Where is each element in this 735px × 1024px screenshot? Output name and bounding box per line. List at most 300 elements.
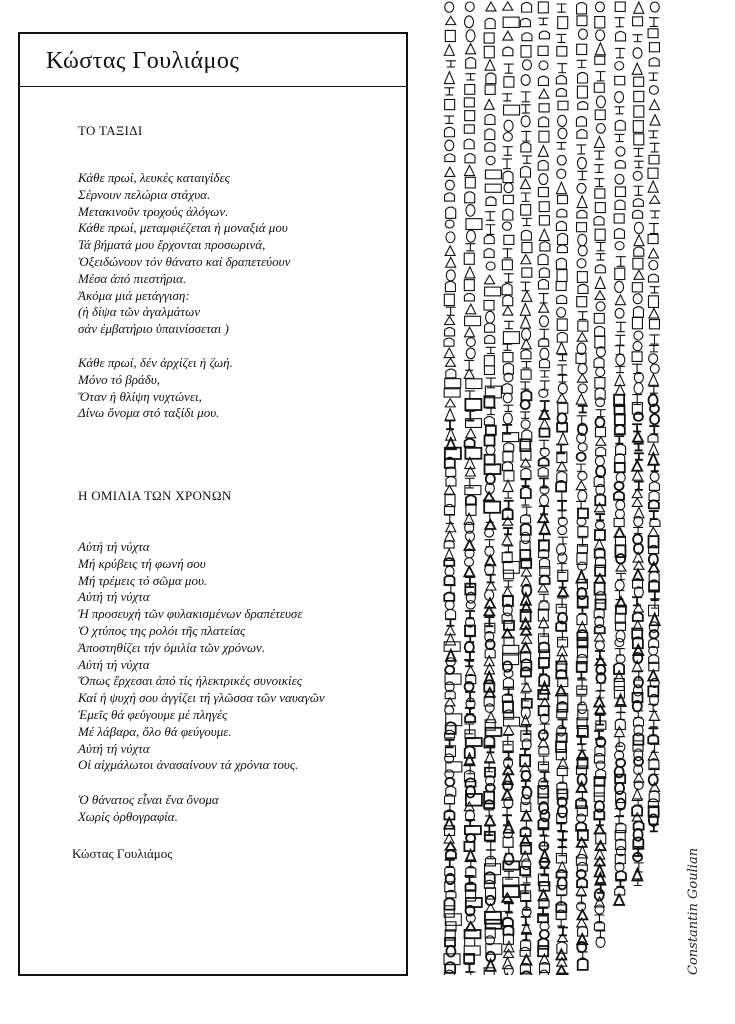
- glyph-shape: [576, 501, 586, 508]
- glyph-shape: [522, 787, 531, 799]
- glyph-shape: [465, 577, 475, 587]
- poem-line: Μετακινοῦν τροχούς ἀλόγων.: [78, 203, 229, 219]
- glyph-shape: [465, 244, 475, 251]
- glyph-shape: [650, 2, 659, 12]
- glyph-shape: [577, 588, 586, 599]
- glyph-shape: [539, 104, 549, 112]
- glyph-shape: [557, 245, 567, 253]
- glyph-shape: [465, 399, 481, 410]
- glyph-shape: [466, 58, 476, 69]
- glyph-shape: [502, 284, 512, 295]
- glyph-shape: [486, 197, 496, 206]
- glyph-shape: [578, 234, 587, 246]
- glyph-shape: [522, 268, 532, 277]
- glyph-shape: [578, 73, 588, 84]
- glyph-shape: [465, 267, 475, 278]
- glyph-shape: [578, 321, 588, 331]
- glyph-shape: [595, 43, 605, 55]
- glyph-shape: [539, 540, 549, 550]
- glyph-shape: [485, 704, 494, 713]
- glyph-shape: [521, 75, 530, 86]
- glyph-shape: [522, 699, 532, 708]
- glyph-shape: [556, 750, 566, 760]
- glyph-shape: [557, 4, 567, 12]
- glyph-shape: [616, 147, 625, 156]
- glyph-shape: [445, 246, 455, 255]
- glyph-shape: [504, 725, 514, 734]
- glyph-shape: [540, 495, 549, 506]
- glyph-shape: [649, 58, 659, 66]
- glyph-shape: [556, 89, 566, 97]
- glyph-shape: [486, 347, 496, 353]
- glyph-shape: [538, 467, 548, 476]
- glyph-shape: [484, 826, 494, 835]
- glyph-shape: [556, 742, 566, 752]
- glyph-shape: [485, 212, 495, 221]
- glyph-shape: [649, 491, 659, 500]
- glyph-shape: [521, 667, 531, 676]
- glyph-shape: [484, 617, 494, 626]
- glyph-shape: [520, 18, 530, 26]
- glyph-shape: [594, 825, 604, 834]
- glyph-shape: [485, 323, 495, 332]
- glyph-shape: [444, 898, 454, 909]
- glyph-shape: [465, 708, 475, 714]
- glyph-shape: [577, 183, 586, 193]
- glyph-shape: [503, 492, 513, 498]
- glyph-shapes: [444, 2, 660, 975]
- glyph-shape: [504, 77, 514, 87]
- glyph-shape: [485, 455, 495, 465]
- author-signoff: Κώστας Γουλιάμος: [72, 846, 173, 861]
- glyph-shape: [614, 214, 624, 223]
- glyph-shape: [614, 817, 624, 824]
- glyph-shape: [484, 502, 500, 513]
- glyph-shape: [595, 378, 605, 389]
- glyph-shape: [445, 706, 454, 714]
- glyph-shape: [503, 405, 513, 411]
- glyph-shape: [445, 399, 455, 407]
- poem-line: Μή τρέμεις τό σῶμα μου.: [78, 572, 208, 588]
- glyph-shape: [616, 32, 626, 41]
- glyph-shape: [539, 594, 549, 601]
- glyph-shape: [503, 393, 512, 403]
- glyph-shape: [485, 225, 495, 235]
- glyph-shape: [465, 478, 475, 488]
- poem-line: Αὐτή τή νύχτα: [78, 740, 150, 756]
- glyph-shape: [540, 419, 550, 429]
- glyph-shape: [504, 546, 514, 552]
- glyph-shape: [521, 971, 531, 975]
- glyph-shape: [504, 669, 513, 677]
- glyph-shape: [616, 799, 625, 810]
- glyph-shape: [595, 17, 605, 28]
- poem-line: Καί ἡ ψυχή σου ἀγγίζει τή γλῶσσα τῶν ναυαγῶν: [78, 690, 325, 706]
- poem-line: Τά βήματά μου ἔρχονται προσωρινά,: [78, 237, 266, 253]
- glyph-shape: [615, 76, 625, 84]
- glyph-shape: [616, 573, 626, 579]
- poem-line: Ἐμεῖς θά φεύγουμε μέ πληγές: [78, 706, 228, 722]
- glyph-shape: [540, 242, 550, 251]
- poem-line: Σέρνουν πελώρια στάχυα.: [78, 186, 211, 202]
- glyph-shape: [445, 421, 455, 430]
- glyph-shape: [465, 486, 481, 495]
- glyph-shape: [558, 537, 568, 544]
- glyph-shape: [615, 580, 624, 590]
- glyph-shape: [444, 593, 454, 601]
- glyph-shape: [484, 33, 494, 43]
- glyph-shape: [445, 531, 455, 541]
- glyph-shape: [577, 16, 587, 26]
- glyph-shape: [557, 492, 567, 501]
- glyph-shape: [539, 658, 549, 667]
- glyph-shape: [503, 133, 512, 142]
- glyph-shape: [557, 365, 567, 374]
- glyph-shape: [596, 302, 605, 311]
- glyph-shape: [650, 472, 659, 481]
- glyph-shape: [649, 155, 659, 164]
- glyph-shape: [540, 576, 550, 584]
- glyph-shape: [596, 72, 606, 81]
- glyph-shape: [502, 260, 512, 270]
- glyph-shape: [522, 156, 532, 163]
- glyph-shape: [595, 715, 605, 725]
- glyph-shape: [521, 781, 531, 787]
- glyph-shape: [577, 210, 587, 218]
- glyph-shape: [615, 385, 625, 395]
- glyph-shape: [634, 382, 643, 394]
- glyph-shape: [633, 17, 643, 26]
- glyph-shape: [485, 114, 495, 124]
- glyph-shape: [594, 165, 604, 173]
- glyph-shape: [539, 429, 549, 437]
- glyph-shape: [522, 877, 532, 883]
- glyph-shape: [445, 328, 455, 336]
- glyph-shape: [649, 354, 658, 364]
- glyph-shape: [522, 33, 532, 41]
- glyph-shape: [485, 464, 501, 474]
- glyph-shape: [485, 143, 495, 151]
- glyph-shape: [503, 195, 513, 203]
- glyph-shape: [577, 910, 587, 919]
- glyph-shape: [615, 295, 625, 305]
- glyph-shape: [466, 30, 475, 42]
- glyph-shape: [558, 233, 568, 244]
- glyph-shape: [538, 188, 548, 197]
- glyph-shape: [520, 677, 530, 684]
- glyph-shape: [503, 147, 513, 156]
- glyph-shape: [466, 379, 482, 389]
- glyph-shape: [539, 329, 549, 339]
- glyph-shape: [465, 826, 481, 834]
- glyph-shape: [539, 617, 549, 627]
- glyph-shape: [594, 151, 604, 159]
- glyph-shape: [577, 44, 587, 54]
- glyph-shape: [464, 98, 474, 107]
- glyph-shape: [502, 159, 512, 169]
- glyph-shape: [556, 342, 566, 353]
- glyph-shape: [557, 319, 567, 330]
- glyph-shape: [486, 445, 495, 455]
- glyph-shape: [576, 672, 586, 678]
- glyph-shape: [633, 733, 643, 744]
- glyph-shape: [504, 183, 513, 193]
- glyph-shape: [520, 179, 530, 189]
- glyph-shape: [595, 189, 605, 198]
- glyph-shape: [615, 308, 624, 318]
- glyph-shape: [615, 281, 624, 292]
- glyph-shape: [634, 235, 644, 246]
- glyph-shape: [539, 458, 549, 466]
- artist-signature: Constantin Goulian: [686, 847, 701, 975]
- glyph-shape: [577, 680, 587, 689]
- glyph-shape: [502, 807, 512, 814]
- glyph-shape: [558, 878, 567, 890]
- glyph-shape: [632, 461, 642, 471]
- glyph-shape: [648, 234, 658, 243]
- glyph-shape: [446, 257, 456, 267]
- glyph-shape: [502, 249, 512, 258]
- glyph-shape: [538, 146, 548, 157]
- glyph-shape: [484, 99, 494, 109]
- glyph-shape: [485, 275, 495, 284]
- glyph-shape: [594, 83, 604, 92]
- glyph-shape: [557, 209, 567, 217]
- glyph-shape: [504, 570, 514, 579]
- glyph-shape: [557, 766, 567, 775]
- glyph-shape: [486, 156, 495, 164]
- poem-line: Ἡ προσευχή τῶν φυλακισμένων δραπέτευσε: [78, 606, 303, 622]
- glyph-shape: [465, 938, 475, 946]
- glyph-shape: [466, 230, 475, 242]
- glyph-shape: [538, 160, 548, 170]
- glyph-shape: [538, 76, 548, 85]
- poem-line: Κάθε πρωί, δέν ἀρχίζει ἡ ζωή.: [78, 355, 233, 370]
- glyph-shape: [539, 778, 548, 789]
- glyph-shape: [648, 181, 658, 192]
- glyph-shape: [539, 440, 549, 448]
- glyph-shape: [648, 168, 658, 178]
- glyph-shape: [539, 338, 549, 346]
- glyph-shape: [445, 379, 461, 388]
- glyph-shape: [466, 219, 482, 230]
- glyph-shape: [595, 625, 605, 633]
- poem-line: Μόνο τό βράδυ,: [78, 371, 161, 387]
- glyph-shape: [576, 481, 586, 490]
- glyph-shape: [446, 270, 455, 281]
- glyph-shape: [484, 235, 494, 244]
- glyph-shape: [538, 254, 548, 264]
- glyph-shape: [503, 295, 513, 305]
- glyph-shape: [614, 727, 624, 737]
- glyph-shape: [464, 293, 474, 301]
- glyph-shape: [538, 939, 548, 949]
- glyph-shape: [445, 778, 454, 786]
- glyph-shape: [614, 436, 624, 444]
- glyph-shape: [616, 257, 626, 267]
- glyph-shape: [577, 814, 586, 822]
- poem-line: Κάθε πρωί, μεταμφιέζεται ἡ μοναξιά μου: [78, 220, 288, 236]
- glyph-shape: [503, 837, 513, 847]
- glyph-shape: [445, 409, 455, 421]
- glyph-shape: [485, 816, 495, 825]
- glyph-shape: [503, 918, 513, 926]
- glyph-shape: [633, 527, 643, 533]
- glyph-shape: [558, 383, 567, 393]
- glyph-shape: [557, 169, 566, 178]
- glyph-shape: [616, 354, 625, 365]
- glyph-shape: [616, 713, 626, 720]
- glyph-shape: [634, 247, 644, 256]
- glyph-shape: [634, 148, 644, 156]
- glyph-shape: [614, 671, 624, 682]
- glyph-shape: [485, 18, 495, 28]
- glyph-shape: [521, 230, 531, 240]
- glyph-shape: [520, 498, 530, 505]
- glyph-shape: [650, 143, 660, 152]
- poem-line: Αὐτή τή νύχτα: [78, 656, 150, 672]
- glyph-shape: [615, 62, 624, 70]
- glyph-shape: [594, 313, 604, 323]
- glyph-shape: [558, 128, 567, 139]
- glyph-shape: [539, 89, 549, 98]
- glyph-shape: [538, 279, 548, 288]
- glyph-shape: [616, 655, 625, 664]
- glyph-shape: [539, 131, 549, 142]
- glyph-shape: [632, 813, 642, 821]
- poem-line: Ὀξειδώνουν τόν θάνατο καί δραπετεύουν: [78, 253, 291, 269]
- glyph-shape: [465, 558, 474, 567]
- glyph-shape: [521, 400, 530, 409]
- glyph-shape: [596, 30, 605, 41]
- poem-line: Ὅταν ἡ θλίψη νυχτώνει,: [78, 388, 202, 404]
- glyph-shape: [503, 47, 513, 56]
- glyph-shape: [465, 642, 474, 652]
- glyph-shape: [576, 571, 586, 583]
- glyph-shape: [649, 100, 659, 110]
- glyph-shape: [446, 477, 456, 486]
- glyph-shape: [484, 880, 494, 888]
- glyph-shape: [649, 774, 658, 785]
- glyph-shape: [464, 280, 474, 291]
- glyph-shape: [556, 143, 566, 149]
- poem-stanza: [78, 170, 290, 338]
- glyph-shape: [539, 268, 549, 277]
- glyph-shape: [557, 501, 567, 511]
- glyph-shape: [465, 111, 475, 121]
- glyph-shape: [595, 336, 605, 347]
- glyph-shape: [594, 179, 604, 187]
- glyph-shape: [615, 120, 625, 130]
- glyph-shape: [576, 464, 586, 471]
- glyph-shape: [557, 295, 567, 303]
- glyph-shape: [486, 311, 495, 323]
- glyph-shape: [558, 433, 568, 445]
- glyph-shape: [520, 282, 530, 291]
- glyph-shape: [466, 504, 476, 515]
- glyph-shape: [446, 946, 455, 957]
- glyph-shape: [615, 346, 625, 355]
- poem-line: Αὐτή τή νύχτα: [78, 539, 150, 554]
- glyph-shape: [596, 841, 606, 850]
- glyph-shape: [466, 834, 475, 842]
- glyph-shape: [484, 417, 494, 425]
- glyph-shape: [556, 281, 566, 290]
- glyph-shape: [465, 2, 474, 11]
- glyph-shape: [556, 76, 566, 84]
- glyph-shape: [616, 444, 626, 454]
- glyph-shape: [596, 96, 605, 108]
- glyph-shape: [594, 809, 604, 819]
- glyph-shape: [615, 174, 624, 184]
- glyph-shape: [539, 756, 549, 765]
- glyph-shape: [577, 130, 587, 139]
- glyph-shape: [466, 428, 476, 437]
- glyph-shape: [614, 107, 624, 114]
- glyph-shape: [465, 154, 475, 163]
- glyph-shape: [596, 254, 606, 260]
- glyph-shape: [539, 747, 549, 755]
- glyph-shape: [649, 260, 658, 269]
- glyph-shape: [445, 281, 455, 291]
- glyph-shape: [503, 171, 513, 182]
- author-header: Κώστας Γουλιάμος: [46, 48, 240, 74]
- glyph-shape: [632, 424, 642, 431]
- glyph-shape: [578, 312, 588, 320]
- glyph-shape: [466, 348, 475, 359]
- glyph-shape: [465, 714, 475, 722]
- glyph-shape: [577, 297, 587, 307]
- glyph-shape: [648, 29, 658, 38]
- glyph-shape: [578, 102, 588, 110]
- glyph-shape: [557, 308, 566, 318]
- glyph-shape: [594, 136, 604, 147]
- glyph-shape: [486, 262, 495, 270]
- glyph-shape: [445, 140, 454, 151]
- glyph-shape: [444, 389, 460, 397]
- glyph-shape: [466, 786, 475, 798]
- glyph-shape: [649, 320, 659, 329]
- glyph-shape: [444, 72, 454, 84]
- glyph-shape: [578, 29, 587, 39]
- glyph-shape: [556, 182, 566, 193]
- glyph-shape: [595, 521, 604, 529]
- glyph-shape: [596, 683, 606, 690]
- glyph-shape: [633, 48, 642, 59]
- glyph-shape: [540, 348, 549, 359]
- glyph-shape: [464, 165, 474, 175]
- glyph-shape: [521, 116, 530, 127]
- glyph-shape: [521, 105, 531, 113]
- glyph-shape: [634, 270, 644, 279]
- glyph-shape: [632, 498, 642, 506]
- glyph-shape: [615, 454, 625, 463]
- glyph-shape: [539, 229, 549, 240]
- glyph-shape: [466, 304, 476, 314]
- glyph-shape: [558, 587, 568, 596]
- glyph-shape: [464, 842, 474, 851]
- glyph-shape: [595, 203, 605, 213]
- glyph-shape: [538, 2, 548, 13]
- glyph-shape: [446, 369, 456, 378]
- glyph-shape: [486, 2, 496, 11]
- glyph-shape: [634, 161, 644, 168]
- glyph-shape: [520, 303, 530, 315]
- glyph-shape: [466, 338, 475, 347]
- glyph-shape: [648, 434, 658, 442]
- poem-line: Μέσα ἀπό πιεστήρια.: [78, 270, 187, 286]
- glyph-shape: [520, 316, 530, 328]
